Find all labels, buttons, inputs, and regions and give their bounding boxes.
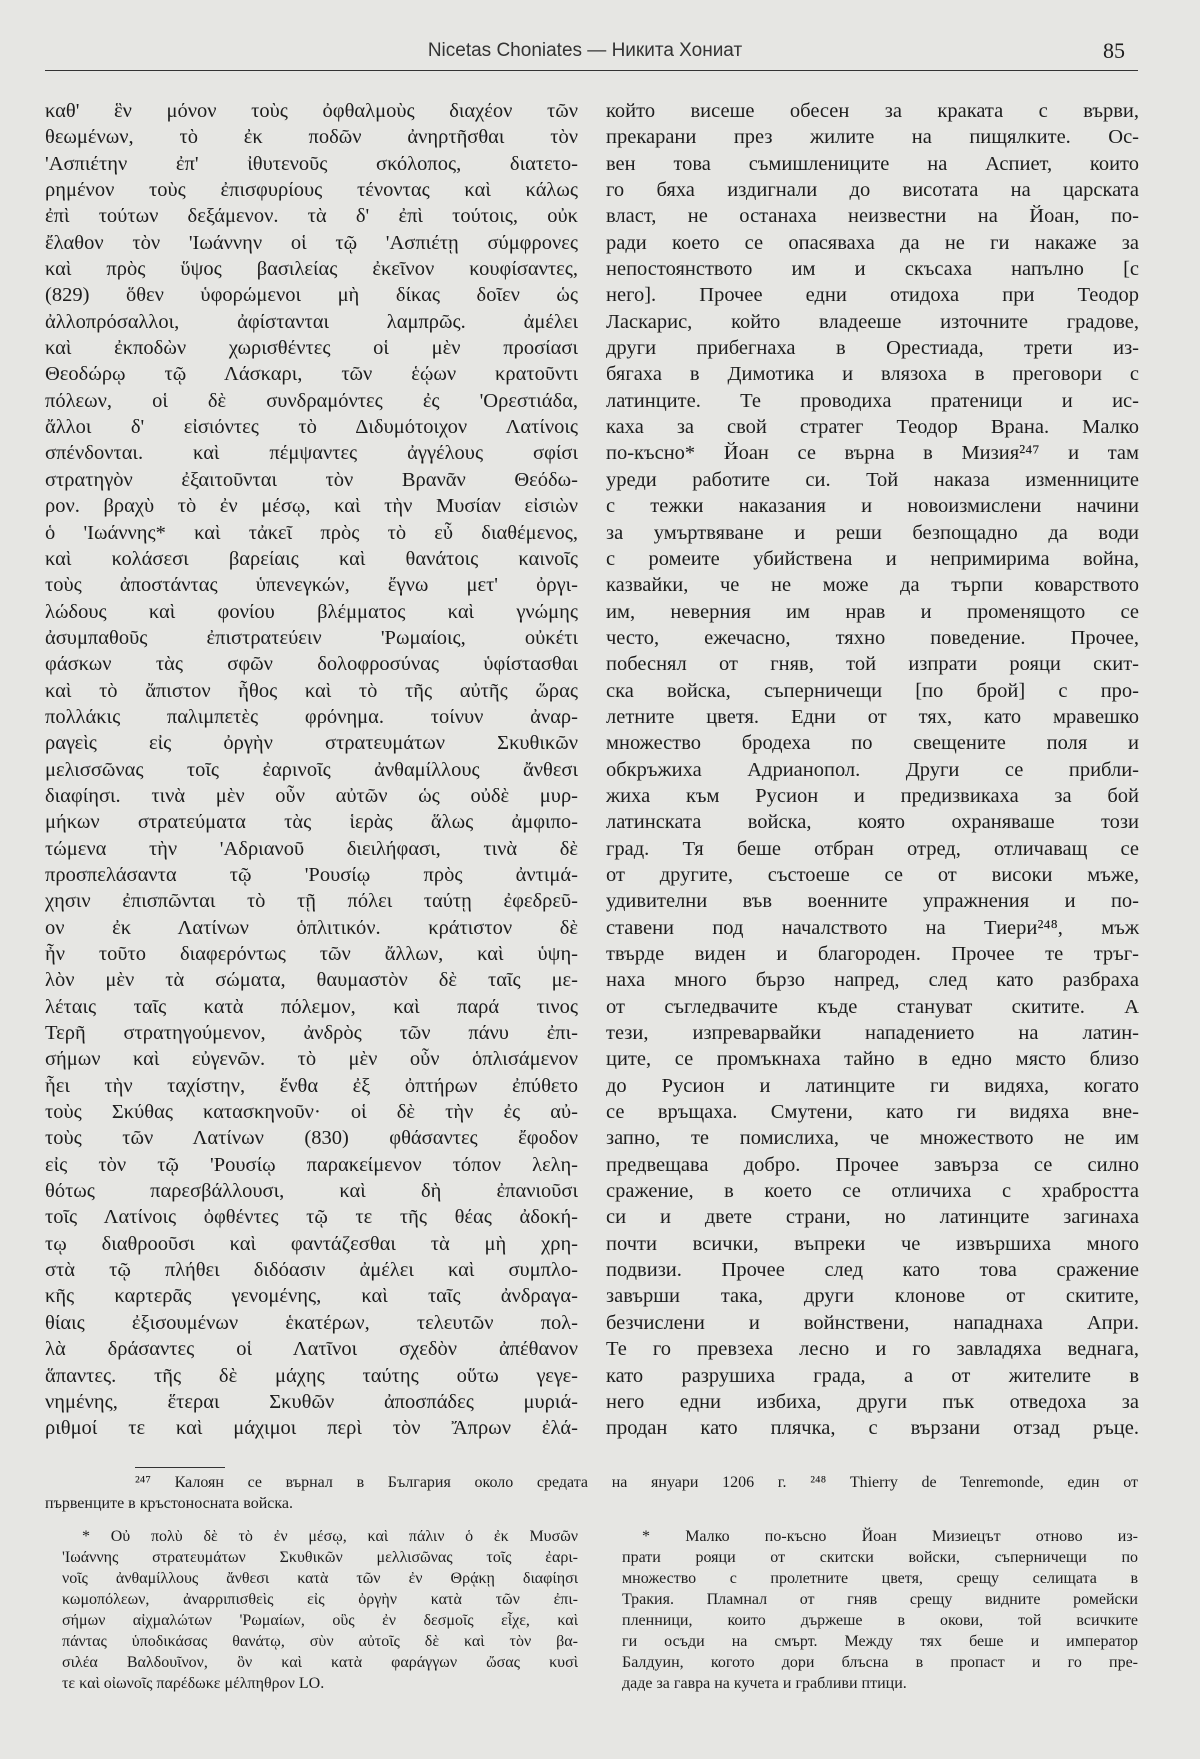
text-line: στὰ τῷ πλήθει διδόασιν ἀμέλει καὶ συμπλο- <box>45 1259 578 1282</box>
text-line: τοὺς τῶν Λατίνων (830) φθάσαντες ἔφοδον <box>45 1127 578 1150</box>
running-title: Nicetas Choniates — Никита Хониат <box>427 40 743 61</box>
text-line: Балдуин, когото дори блъсна в пропаст и го пре- <box>622 1654 1138 1671</box>
text-line: τῳ διαθροοῦσι καὶ φαντάζεσθαι τὰ μὴ χρη- <box>45 1232 578 1255</box>
text-line: ἔλαθον τὸν 'Ιωάννην οἱ τῷ 'Ασπιέτῃ σύμφρονες <box>45 231 578 254</box>
text-line: καὶ τὸ ἄπιστον ἦθος καὶ τὸ τῆς αὐτῆς ὥρας <box>45 679 578 702</box>
text-line: ἅπαντες. τῆς δὲ μάχης ταύτης οὕτω γεγε- <box>45 1364 578 1387</box>
text-line: μήκων στρατεύματα τὰς ἱερὰς ἅλως ἀμφιπο- <box>45 811 578 834</box>
text-line: даде за гавра на кучета и грабливи птици. <box>622 1675 907 1692</box>
text-line: τε καὶ οἰωνοῖς παρέδωκε μέλπηθρον LO. <box>62 1675 325 1692</box>
text-line: νημένης, ἕτεραι Σκυθῶν ἀποσπάδες μυριά- <box>45 1390 578 1413</box>
text-line: λὸν μὲν τὰ σώματα, θαυμαστὸν δὲ ταῖς με- <box>45 969 578 992</box>
text-line: предвещава добро. Прочее завърза се силно <box>606 1153 1139 1176</box>
text-line: прати рояци от скитски войски, съперничещи по <box>622 1549 1138 1566</box>
text-line: за умъртвяване и реши безпощадно да води <box>606 521 1139 544</box>
text-line: латинците. Те проводиха пратеници и ис- <box>606 389 1139 412</box>
text-line: τώμενα τὴν 'Αδριανοῦ διειλήφασι, τινὰ δὲ <box>45 837 578 860</box>
text-line: στρατηγὸν ἐξαιτοῦνται τὸν Βρανᾶν Θεόδω- <box>45 468 578 491</box>
text-line: него]. Прочее едни отидоха при Теодор <box>606 284 1139 307</box>
text-line: него едни избиха, други пък отведоха за <box>606 1390 1139 1413</box>
text-line: ставени под началството на Тиери²⁴⁸, мъж <box>606 916 1139 939</box>
text-line: ἄλλοι δ' εἰσιόντες τὸ Διδυμότοιχον Λατίνοις <box>45 416 578 439</box>
text-line: φάσκων τὰς σφῶν δολοφροσύνας ὑφίστασθαι <box>45 653 578 676</box>
text-line: Тракия. Пламнал от гняв срещу видните ромейски <box>622 1591 1138 1608</box>
text-line: се връщаха. Смутени, като ги видяха вне- <box>606 1101 1139 1124</box>
text-line: καὶ ἐκποδὼν χωρισθέντες οἱ μὲν προσίασι <box>45 337 578 360</box>
text-line: им, неверния им нрав и променящото се <box>606 600 1139 623</box>
text-line: уреди работите си. Той наказа изменниците <box>606 468 1139 491</box>
text-line: безчислени и войнствени, нападнаха Апри. <box>606 1311 1139 1334</box>
text-line: първенците в кръстоносната войска. <box>45 1495 294 1512</box>
text-line: ἧει τὴν ταχίστην, ἔνθα ἐξ ὀπτήρων ἐπύθετο <box>45 1074 578 1097</box>
text-line: завърши така, други клонове от скитите, <box>606 1285 1139 1308</box>
text-line: θίαις ἐξισουμένων ἑκατέρων, τελευτῶν πολ- <box>45 1311 578 1334</box>
text-line: κωμοπόλεων, ἀναρριπισθεὶς εἰς ὀργὴν κατὰ τῶν ἐπι- <box>62 1591 578 1608</box>
text-line: καὶ πρὸς ὕψος βασιλείας ἐκεῖνον κουφίσαντες, <box>45 258 578 281</box>
text-line: бягаха в Димотика и влязоха в преговори с <box>606 363 1139 386</box>
text-line: с тежки наказания и новоизмислени начини <box>606 495 1139 518</box>
text-line: до Русион и латинците ги видяха, когато <box>606 1074 1139 1097</box>
text-line: летните цветя. Едни от тях, като мравешко <box>606 705 1139 728</box>
text-line: 'Ιωάννης στρατευμάτων Σκυθικῶν μελλισῶνας τοῖς ἐαρι- <box>62 1549 578 1566</box>
text-line: προσπελάσαντα τῷ 'Ρουσίῳ πρὸς ἀντιμά- <box>45 863 578 886</box>
text-line: твърде виден и благороден. Прочее те тръг- <box>606 943 1139 965</box>
text-line: запно, те помислиха, че множеството не им <box>606 1127 1139 1150</box>
text-line: διαφίησι. τινὰ μὲν οὖν αὐτῶν ὡς οὐδὲ μυρ- <box>45 784 578 807</box>
text-line: σπένδονται. καὶ πέμψαντες ἀγγέλους σφίσι <box>45 442 578 465</box>
running-header <box>0 40 1200 70</box>
text-line: λώδους καὶ φονίου βλέμματος καὶ γνώμης <box>45 600 578 623</box>
text-line: τοὺς ἀποστάντας ὑπενεγκών, ἔγνω μετ' ὀργι- <box>45 574 578 597</box>
text-line: пленници, които държеше в окови, той всичките <box>622 1612 1138 1629</box>
text-line: λὰ δράσαντες οἱ Λατῖνοι σχεδὸν ἀπέθανον <box>45 1338 578 1361</box>
bulgarian-translation-column <box>606 98 1139 1442</box>
text-line: ²⁴⁷ Калоян се върнал в България около средата на януари 1206 г. ²⁴⁸ Thierry de Tenremonde, един от <box>135 1474 1138 1491</box>
text-line: каха за свой стратег Теодор Врана. Малко <box>606 416 1139 439</box>
text-line: с ромеите убийствена и непримирима война, <box>606 547 1139 570</box>
text-line: подвизи. Прочее след като това сражение <box>606 1259 1139 1282</box>
text-line: * Малко по-късно Йоан Мизиецът отново из- <box>642 1528 1138 1545</box>
text-line: ска войска, съперничещи [по брой] с про- <box>606 679 1139 702</box>
text-line: νοῖς ἀνθαμίλλους ἄνθεσι κατὰ τῶν ἐν Θρᾴκῃ διαφίησι <box>62 1570 578 1587</box>
text-line: πόλεων, οἱ δὲ συνδραμόντες ἐς 'Ορεστιάδα, <box>45 389 578 412</box>
text-line: власт, не останаха неизвестни на Йоан, по- <box>606 205 1139 228</box>
text-line: κῆς καρτερᾶς γενομένης, καὶ ταῖς ἀνδραγα- <box>45 1285 578 1308</box>
text-line: Те го превзеха лесно и го завладяха веднага, <box>606 1338 1139 1361</box>
text-line: ριθμοί τε καὶ μάχιμοι περὶ τὸν Ἄπρων ἐλά- <box>45 1417 578 1440</box>
text-line: сражение, в което се отличиха с храбростта <box>606 1180 1139 1203</box>
text-line: почти всички, въпреки че извършиха много <box>606 1232 1139 1255</box>
text-line: други прибегнаха в Орестиада, трети из- <box>606 337 1139 360</box>
text-line: наха много бързо напред, след като разбраха <box>606 969 1139 992</box>
text-line: град. Тя беше отбран отред, отличаващ се <box>606 837 1139 860</box>
text-line: ον ἐκ Λατίνων ὁπλιτικόν. κράτιστον δὲ <box>45 916 578 939</box>
text-line: удивителни във военните упражнения и по- <box>606 890 1139 913</box>
footnote-rule <box>135 1467 225 1468</box>
text-line: от другите, състоеше се от високи мъже, <box>606 863 1139 886</box>
text-line: μελισσῶνας τοῖς ἐαρινοῖς ἀνθαμίλλους ἄνθεσι <box>45 758 578 781</box>
text-line: καὶ κολάσεσι βαρείαις καὶ θανάτοις καινοῖς <box>45 547 578 570</box>
text-line: като разрушиха града, а от жителите в <box>606 1364 1139 1387</box>
text-line: σιλέα Βαλδουῖνον, ὃν καὶ κατὰ φαράγγων ὤσας κυσὶ <box>62 1654 578 1671</box>
text-line: непостоянството им и скъсаха напълно [с <box>606 258 1139 281</box>
text-line: продан като плячка, с вързани отзад ръце. <box>606 1417 1139 1440</box>
text-line: θεωμένων, τὸ ἐκ ποδῶν ἀνηρτῆσθαι τὸν <box>45 126 578 149</box>
text-line: множество бродеха по свещените поля и <box>606 732 1139 755</box>
text-line: често, ежечасно, тяхно поведение. Прочее, <box>606 626 1139 649</box>
text-line: λέταις ταῖς κατὰ πόλεμον, καὶ παρά τινος <box>45 995 578 1018</box>
greek-text-column <box>45 98 578 1442</box>
text-line: по-късно* Йоан се върна в Мизия²⁴⁷ и там <box>606 442 1139 465</box>
text-line: ὁ 'Ιωάννης* καὶ τἀκεῖ πρὸς τὸ εὖ διαθέμενος, <box>45 521 578 544</box>
text-line: си и двете страни, но латинците загинаха <box>606 1206 1139 1229</box>
text-line: χησιν ἐπισπῶνται τὸ τῇ πόλει ταύτῃ ἐφεδρεῦ- <box>45 890 578 913</box>
text-line: ἀλλοπρόσαλλοι, ἀφίστανται λαμπρῶς. ἀμέλει <box>45 310 578 333</box>
text-line: ρημένον τοὺς ἐπισφυρίους τένοντας καὶ κάλως <box>45 179 578 202</box>
text-line: ἐπὶ τούτων δεξάμενον. τὰ δ' ἐπὶ τούτοις, οὐκ <box>45 205 578 228</box>
text-line: вен това съмишлениците на Аспиет, които <box>606 152 1139 175</box>
text-line: * Οὐ πολὺ δὲ τὸ ἐν μέσῳ, καὶ πάλιν ὁ ἐκ Μυσῶν <box>82 1528 578 1545</box>
text-line: σήμων καὶ εὐγενῶν. τὸ μὲν οὖν ὁπλισάμενον <box>45 1048 578 1071</box>
text-line: тези, изпреварвайки нападението на латин- <box>606 1022 1139 1045</box>
text-line: множество с пролетните цветя, срещу селищата в <box>622 1570 1138 1587</box>
text-line: καθ' ἓν μόνον τοὺς ὀφθαλμοὺς διαχέον τῶν <box>45 100 578 122</box>
text-line: θότως παρεσβάλλουσι, καὶ δὴ ἐπανιοῦσι <box>45 1180 578 1203</box>
text-line: Θεοδώρῳ τῷ Λάσκαρι, τῶν ἑῴων κρατοῦντι <box>45 363 578 386</box>
text-line: от съгледвачите къде стануват скитите. А <box>606 995 1139 1018</box>
text-line: казвайки, че не може да търпи коварството <box>606 574 1139 597</box>
text-line: прекарани през жилите на пищялките. Ос- <box>606 126 1139 149</box>
text-line: (829) ὅθεν ὑφορώμενοι μὴ δίκας δοῖεν ὡς <box>45 284 578 307</box>
text-line: обкръжиха Адрианопол. Други се прибли- <box>606 758 1139 781</box>
text-line: ради което се опасяваха да не ги накаже за <box>606 231 1139 254</box>
text-line: Ласкарис, който владееше източните градове, <box>606 310 1139 333</box>
text-line: го бяха издигнали до висотата на царската <box>606 179 1139 202</box>
text-line: τοὺς Σκύθας κατασκηνοῦν· οἱ δὲ τὴν ἐς αὐ- <box>45 1101 578 1124</box>
greek-footnote <box>62 1526 578 1694</box>
bulgarian-footnote <box>622 1526 1138 1694</box>
text-line: τοῖς Λατίνοις ὀφθέντες τῷ τε τῆς θέας ἀδοκή- <box>45 1206 578 1229</box>
text-line: побеснял от гняв, той изпрати рояци скит- <box>606 653 1139 676</box>
header-rule <box>45 70 1138 71</box>
text-line: латинската войска, която охраняваше този <box>606 811 1139 834</box>
text-line: жиха към Русион и предизвикаха за бой <box>606 784 1139 807</box>
text-line: ραγεὶς εἰς ὀργὴν στρατευμάτων Σκυθικῶν <box>45 732 578 755</box>
text-line: ἦν τοῦτο διαφερόντως τῶν ἄλλων, καὶ ὑψη- <box>45 943 578 965</box>
text-line: 'Ασπιέτην ἐπ' ἰθυτενοῦς σκόλοπος, διατετο- <box>45 152 578 175</box>
text-line: ги осъди на смърт. Между тях беше и император <box>622 1633 1138 1650</box>
text-line: εἰς τὸν τῷ 'Ρουσίῳ παρακείμενον τόπον λελη- <box>45 1153 578 1176</box>
numbered-footnotes <box>45 1472 1138 1514</box>
text-line: σήμων αἰχμαλώτων 'Ρωμαίων, οὓς ἐν δεσμοῖς εἶχε, καὶ <box>62 1612 578 1629</box>
text-line: ἀσυμπαθοῦς ἐπιστρατεύειν 'Ρωμαίοις, οὐκέτι <box>45 626 578 649</box>
text-line: ρον. βραχὺ τὸ ἐν μέσῳ, καὶ τὴν Μυσίαν εἰσιὼν <box>45 495 578 518</box>
page-number: 85 <box>1103 38 1125 63</box>
text-line: πολλάκις παλιμπετὲς φρόνημα. τοίνυν ἀναρ- <box>45 705 578 728</box>
text-line: който висеше обесен за краката с върви, <box>606 100 1139 122</box>
text-line: ците, се промъкнаха тайно в едно място близо <box>606 1048 1139 1071</box>
text-line: Τερῆ στρατηγούμενον, ἀνδρὸς τῶν πάνυ ἐπι- <box>45 1022 578 1045</box>
text-line: πάντας ὑποδικάσας θανάτῳ, σὺν αὐτοῖς δὲ καὶ τὸν βα- <box>62 1633 578 1650</box>
